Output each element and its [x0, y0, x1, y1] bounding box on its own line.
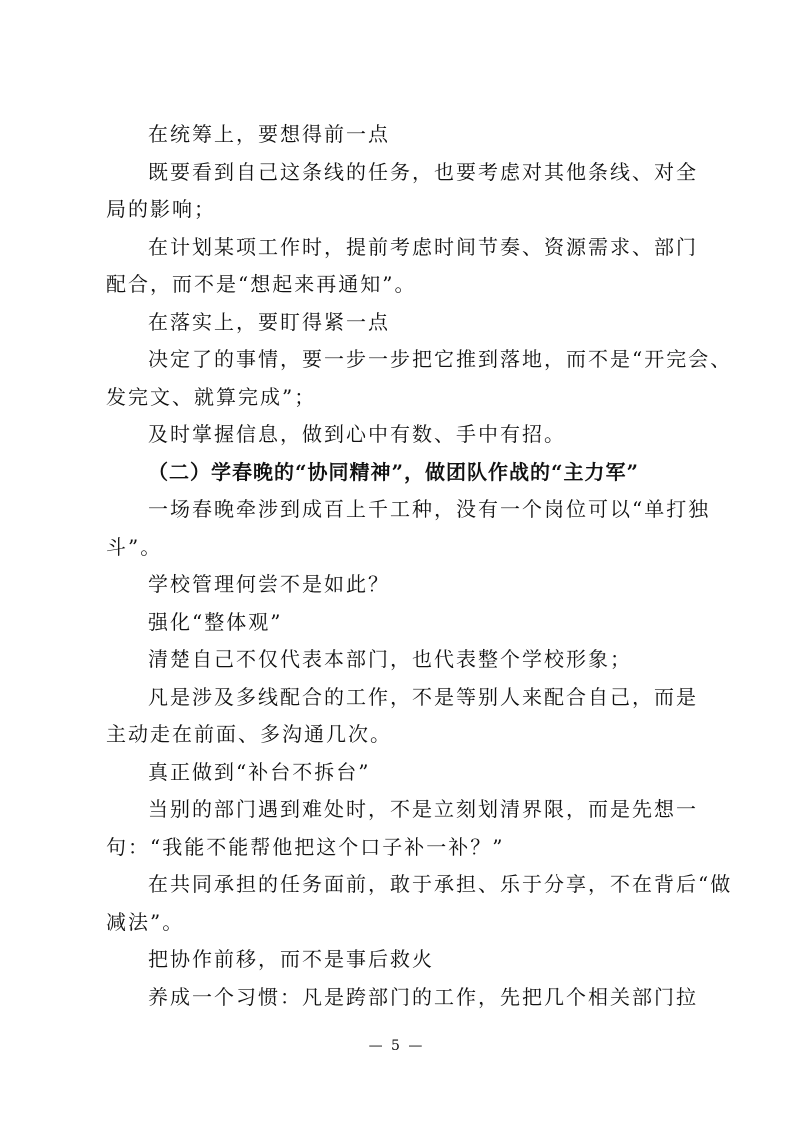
paragraph-line: 局的影响； [106, 197, 216, 221]
paragraph-line: 当别的部门遇到难处时，不是立刻划清界限，而是先想一 [148, 797, 698, 821]
page-number: — 5 — [368, 1038, 425, 1054]
paragraph-line: 减法”。 [106, 909, 185, 934]
paragraph-line: 学校管理何尝不是如此？ [148, 572, 390, 596]
paragraph-line: 及时掌握信息，做到心中有数、手中有招。 [148, 422, 566, 446]
document-body [106, 116, 733, 1016]
paragraph-line: 在共同承担的任务面前，敢于承担、乐于分享，不在背后“做 [148, 872, 733, 896]
paragraph-line: 凡是涉及多线配合的工作，不是等别人来配合自己，而是 [148, 684, 698, 709]
paragraph-line: 配合，而不是“想起来再通知”。 [106, 272, 417, 296]
section-heading-implementation: 在落实上，要盯得紧一点 [148, 309, 390, 334]
subheading-support: 真正做到“补台不拆台” [148, 759, 371, 784]
paragraph-line: 既要看到自己这条线的任务，也要考虑对其他条线、对全 [148, 159, 698, 184]
paragraph-line: 决定了的事情，要一步一步把它推到落地，而不是“开完会、 [148, 347, 733, 371]
paragraph-line: 句：“我能不能帮他把这个口子补一补？” [106, 834, 505, 859]
paragraph-line: 清楚自己不仅代表本部门，也代表整个学校形象； [148, 647, 632, 671]
paragraph-line: 养成一个习惯：凡是跨部门的工作，先把几个相关部门拉 [148, 984, 698, 1009]
paragraph-line: 斗”。 [106, 534, 163, 559]
section-title-two: （二）学春晚的“协同精神”，做团队作战的“主力军” [148, 459, 640, 484]
subheading-collaboration: 把协作前移，而不是事后救火 [148, 947, 434, 971]
section-heading-coordination: 在统筹上，要想得前一点 [148, 122, 390, 146]
paragraph-line: 一场春晚牵涉到成百上千工种，没有一个岗位可以“单打独 [148, 497, 711, 521]
paragraph-line: 在计划某项工作时，提前考虑时间节奏、资源需求、部门 [148, 234, 698, 259]
paragraph-line: 发完文、就算完成”； [106, 384, 317, 409]
subheading-overall-view: 强化“整体观” [148, 609, 283, 634]
paragraph-line: 主动走在前面、多沟通几次。 [106, 722, 392, 746]
